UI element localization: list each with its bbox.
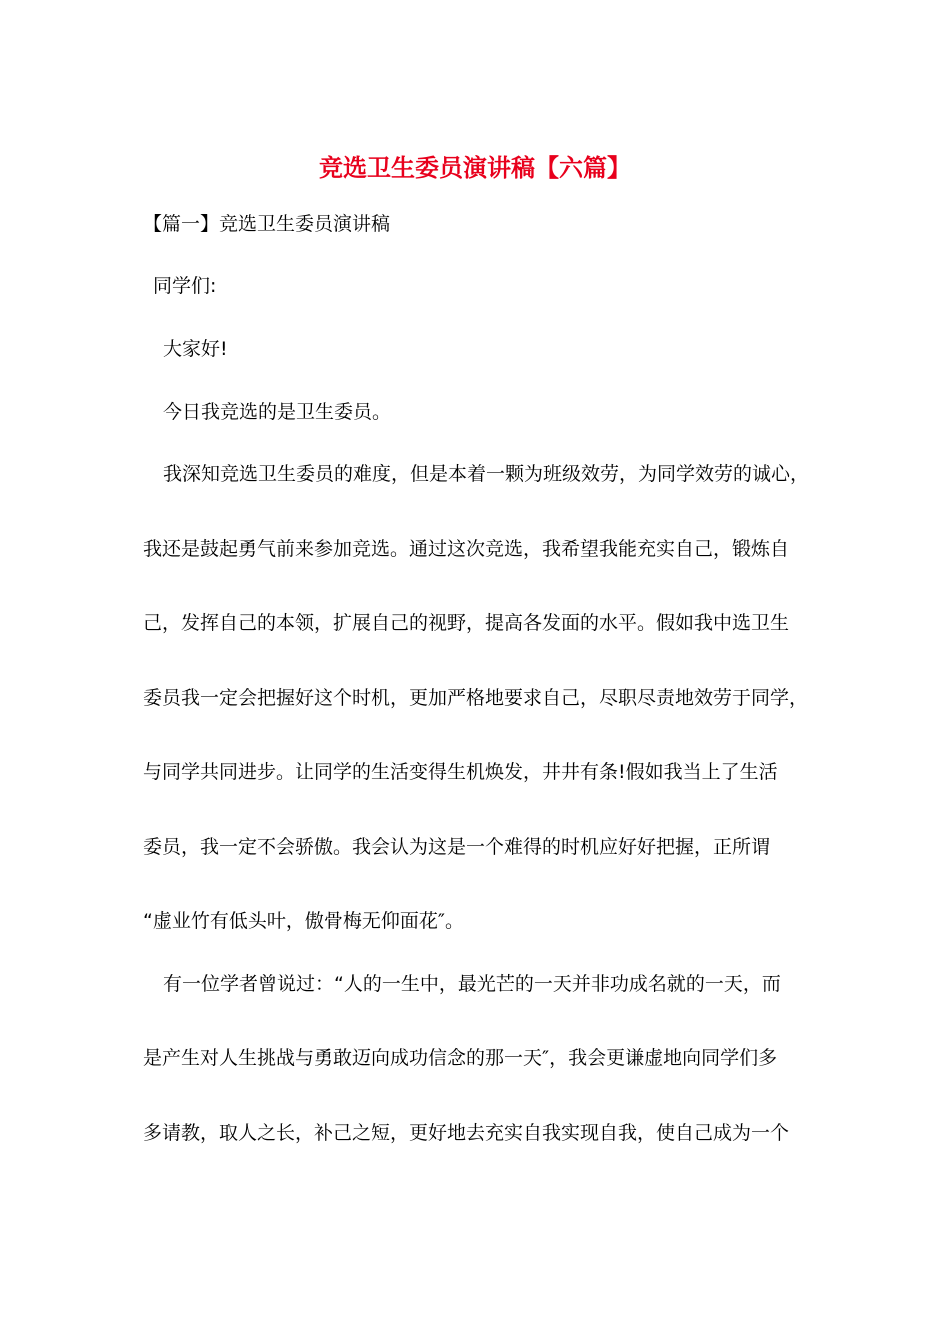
paragraph-line: 己，发挥自己的本领，扩展自己的视野，提高各发面的水平。假如我中选卫生 — [143, 612, 790, 634]
paragraph-line: 我深知竞选卫生委员的难度，但是本着一颗为班级效劳，为同学效劳的诚心， — [163, 463, 810, 485]
paragraph-line: 有一位学者曾说过：“人的一生中，最光芒的一天并非功成名就的一天，而 — [163, 973, 781, 995]
section-heading: 【篇一】竞选卫生委员演讲稿 — [143, 213, 391, 235]
paragraph-line: 委员，我一定不会骄傲。我会认为这是一个难得的时机应好好把握，正所谓 — [143, 836, 771, 858]
paragraph-line: 我还是鼓起勇气前来参加竞选。通过这次竞选，我希望我能充实自己，锻炼自 — [143, 538, 790, 560]
paragraph-line: 委员我一定会把握好这个时机，更加严格地要求自己，尽职尽责地效劳于同学， — [143, 687, 809, 709]
paragraph-line: 与同学共同进步。让同学的生活变得生机焕发，井井有条!假如我当上了生活 — [143, 761, 778, 783]
paragraph-line: 今日我竞选的是卫生委员。 — [163, 401, 392, 423]
paragraph-line: 是产生对人生挑战与勇敢迈向成功信念的那一天″，我会更谦虚地向同学们多 — [143, 1047, 778, 1069]
salutation: 大家好! — [163, 338, 228, 360]
greeting: 同学们: — [153, 275, 217, 297]
paragraph-line: 多请教，取人之长，补己之短，更好地去充实自我实现自我，使自己成为一个 — [143, 1122, 790, 1144]
document-title: 竞选卫生委员演讲稿【六篇】 — [319, 154, 631, 182]
paragraph-line: “虚业竹有低头叶，傲骨梅无仰面花″。 — [143, 910, 464, 932]
